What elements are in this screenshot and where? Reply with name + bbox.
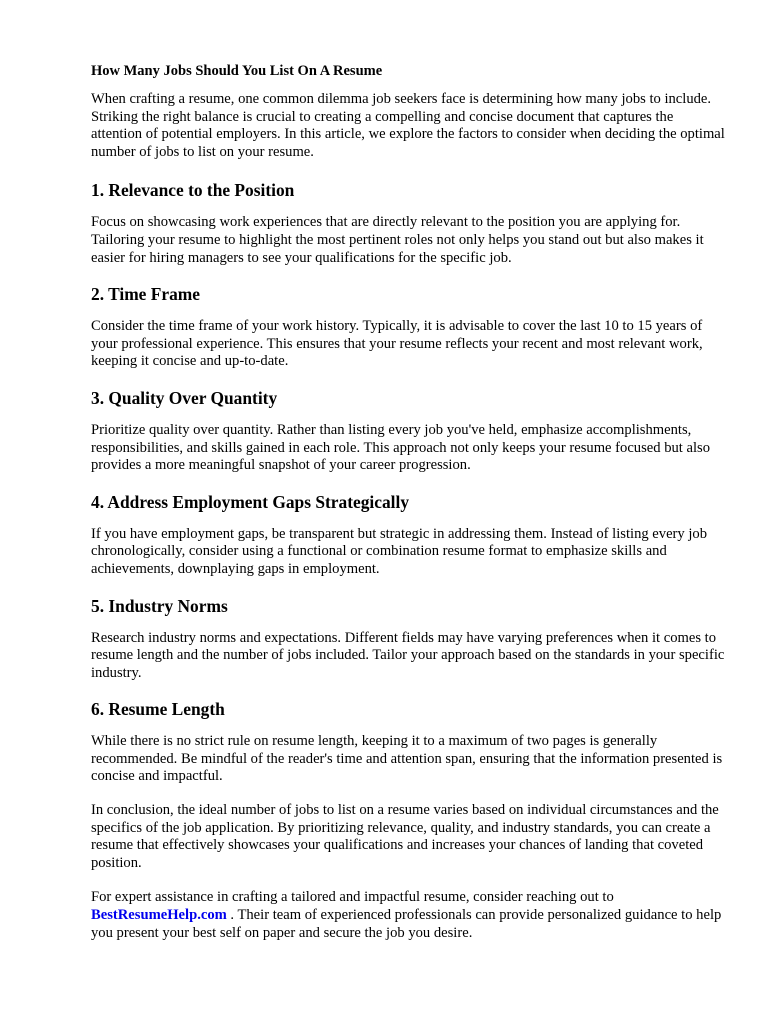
cta-paragraph <box>91 889 725 942</box>
section-time-frame <box>91 283 725 371</box>
document-title: How Many Jobs Should You List On A Resume <box>91 63 383 79</box>
section-employment-gaps <box>91 491 725 579</box>
section-body: Prioritize quality over quantity. Rather than listing every job you've held, emphasize accomplishments, responsibilities, and skills gained in each role. This approach not only keeps your resume focused but also provides a more meaningful snapshot of your career progression. <box>91 421 711 474</box>
document-page <box>91 62 725 942</box>
cta-text-after: . Their team of experienced professionals can provide personalized guidance to help you present your best self on paper and secure the job you desire. <box>91 907 722 941</box>
section-heading: 3. Quality Over Quantity <box>91 387 278 408</box>
section-body: If you have employment gaps, be transparent but strategic in addressing them. Instead of listing every job chronologically, consider using a functional or combination resume format to emphasize skills and achievements, downplaying gaps in employment. <box>91 525 708 577</box>
section-heading: 1. Relevance to the Position <box>91 180 295 201</box>
section-body: Focus on showcasing work experiences that are directly relevant to the position you are applying for. Tailoring your resume to highlight the most pertinent roles not only helps you stand out but also makes it easier for hiring managers to see your qualifications for the specific job. <box>91 214 704 266</box>
section-heading: 6. Resume Length <box>91 699 225 720</box>
section-body: Research industry norms and expectations. Different fields may have varying preferences when it comes to resume length and the number of jobs included. Tailor your approach based on the standards in your specific industry. <box>91 629 725 681</box>
cta-text-before: For expert assistance in crafting a tailored and impactful resume, consider reaching out to <box>91 889 614 906</box>
section-body: Consider the time frame of your work history. Typically, it is advisable to cover the last 10 to 15 years of your professional experience. This ensures that your resume reflects your recent and most relevant work, keeping it concise and up-to-date. <box>91 318 703 370</box>
bestresumehelp-link[interactable]: BestResumeHelp.com <box>91 907 227 924</box>
section-heading: 4. Address Employment Gaps Strategically <box>91 491 410 512</box>
section-heading: 2. Time Frame <box>91 284 200 305</box>
intro-paragraph: When crafting a resume, one common dilemma job seekers face is determining how many jobs to include. Striking the right balance is crucial to creating a compelling and concise document that captures the attention of potential employers. In this article, we explore the factors to consider when deciding the optimal number of jobs to list on your resume. <box>91 91 725 160</box>
section-body: While there is no strict rule on resume length, keeping it to a maximum of two pages is generally recommended. Be mindful of the reader's time and attention span, ensuring that the information presented is concise and impactful. <box>91 733 723 785</box>
conclusion-paragraph: In conclusion, the ideal number of jobs to list on a resume varies based on individual circumstances and the specifics of the job application. By prioritizing relevance, quality, and industry standards, you can create a resume that effectively showcases your qualifications and increases your chances of landing that coveted position. <box>91 802 719 871</box>
section-relevance <box>91 179 725 267</box>
section-resume-length <box>91 698 725 786</box>
section-quality <box>91 387 725 475</box>
section-heading: 5. Industry Norms <box>91 595 228 616</box>
section-industry-norms <box>91 595 725 683</box>
